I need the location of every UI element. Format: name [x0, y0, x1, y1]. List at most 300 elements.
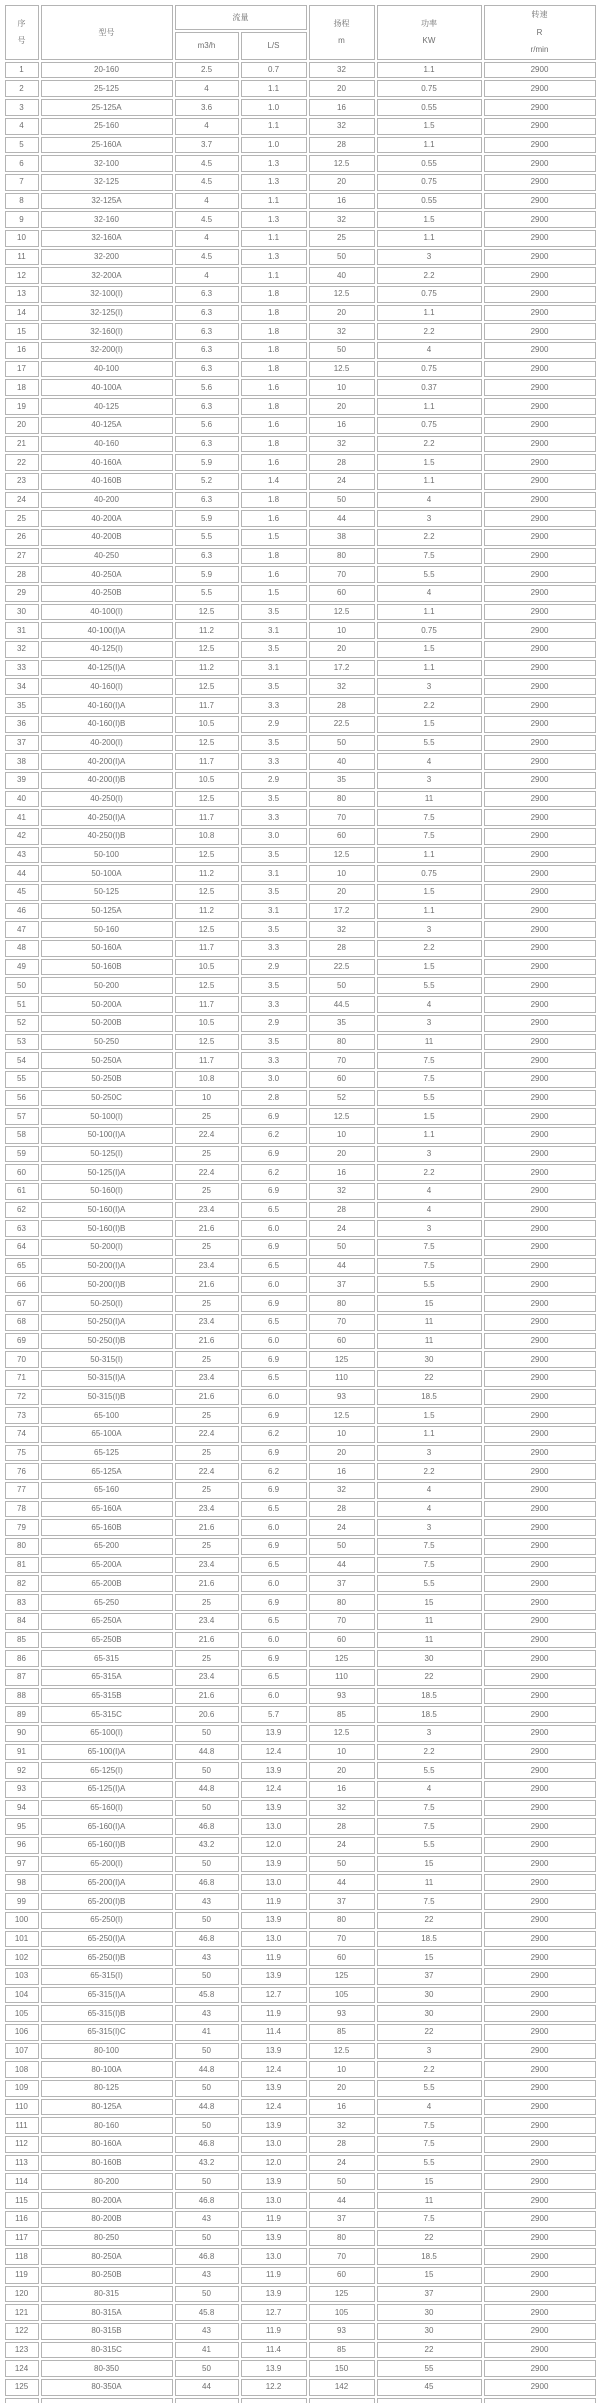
cell-power: 3: [377, 510, 482, 527]
cell-serial-number: 108: [5, 2061, 39, 2078]
table-row: [5, 417, 596, 434]
cell-head: 37: [309, 1893, 375, 1910]
cell-flow-ls: 1.5: [241, 585, 307, 602]
cell-power: 1.1: [377, 230, 482, 247]
cell-speed: 2900: [484, 379, 596, 396]
cell-power: 0.55: [377, 99, 482, 116]
cell-serial-number: 20: [5, 417, 39, 434]
cell-power: 2.2: [377, 940, 482, 957]
cell-head: 60: [309, 1333, 375, 1350]
table-row: [5, 716, 596, 733]
table-row: [5, 2136, 596, 2153]
cell-flow-m3h: 6.3: [175, 436, 239, 453]
cell-power: 2.2: [377, 267, 482, 284]
header-head: 扬程 m: [309, 5, 375, 60]
cell-model: 65-250(I): [41, 1912, 173, 1929]
cell-flow-m3h: 21.6: [175, 1519, 239, 1536]
cell-flow-m3h: 44.8: [175, 1781, 239, 1798]
table-row: [5, 1744, 596, 1761]
cell-flow-m3h: 22.4: [175, 1463, 239, 1480]
cell-speed: 2900: [484, 1987, 596, 2004]
cell-power: 0.37: [377, 379, 482, 396]
cell-serial-number: 49: [5, 959, 39, 976]
cell-flow-m3h: 6.3: [175, 323, 239, 340]
cell-flow-m3h: 41: [175, 2342, 239, 2359]
table-row: [5, 1650, 596, 1667]
cell-serial-number: 36: [5, 716, 39, 733]
cell-power: 1.1: [377, 847, 482, 864]
table-header: [5, 5, 596, 60]
cell-power: 45: [377, 2379, 482, 2396]
table-row: [5, 1501, 596, 1518]
cell-model: 80-315B: [41, 2323, 173, 2340]
cell-flow-m3h: 5.9: [175, 510, 239, 527]
cell-serial-number: 76: [5, 1463, 39, 1480]
cell-flow-m3h: 6.3: [175, 286, 239, 303]
cell-speed: 2900: [484, 828, 596, 845]
cell-speed: 2900: [484, 1519, 596, 1536]
cell-model: 80-350: [41, 2360, 173, 2377]
cell-flow-m3h: 23.4: [175, 1557, 239, 1574]
table-row: [5, 2192, 596, 2209]
table-row: [5, 1594, 596, 1611]
cell-model: 65-250: [41, 1594, 173, 1611]
cell-model: 40-250A: [41, 566, 173, 583]
cell-flow-ls: 11.9: [241, 2323, 307, 2340]
cell-model: 40-160(I)A: [41, 697, 173, 714]
cell-flow-m3h: 6.3: [175, 342, 239, 359]
cell-flow-m3h: 25: [175, 1351, 239, 1368]
cell-model: 65-250(I)B: [41, 1949, 173, 1966]
header-flow-group: 流量: [175, 5, 307, 30]
cell-power: 4: [377, 996, 482, 1013]
cell-head: 32: [309, 1482, 375, 1499]
cell-speed: 2900: [484, 2155, 596, 2172]
cell-flow-m3h: 11.7: [175, 940, 239, 957]
table-row: [5, 1856, 596, 1873]
cell-flow-ls: 3.5: [241, 1034, 307, 1051]
cell-power: 1.5: [377, 884, 482, 901]
header-flow-ls: L/S: [241, 32, 307, 59]
cell-serial-number: 62: [5, 1202, 39, 1219]
cell-model: 65-100: [41, 1407, 173, 1424]
table-row: [5, 1108, 596, 1125]
cell-speed: 2900: [484, 1501, 596, 1518]
cell-speed: 2900: [484, 772, 596, 789]
cell-serial-number: 18: [5, 379, 39, 396]
cell-model: 50-160(I): [41, 1183, 173, 1200]
cell-serial-number: 91: [5, 1744, 39, 1761]
cell-serial-number: 43: [5, 847, 39, 864]
cell-model: 65-250A: [41, 1613, 173, 1630]
cell-model: 40-250(I)B: [41, 828, 173, 845]
cell-serial-number: 79: [5, 1519, 39, 1536]
cell-head: 22.5: [309, 959, 375, 976]
cell-model: 50-200A: [41, 996, 173, 1013]
cell-speed: 2900: [484, 193, 596, 210]
cell-flow-m3h: 46.8: [175, 1818, 239, 1835]
cell-flow-ls: 6.9: [241, 1482, 307, 1499]
cell-speed: 2900: [484, 2230, 596, 2247]
cell-power: 7.5: [377, 1538, 482, 1555]
cell-model: 50-100(I)A: [41, 1127, 173, 1144]
table-row: [5, 193, 596, 210]
cell-power: 3: [377, 772, 482, 789]
table-row: [5, 1202, 596, 1219]
cell-model: 25-160A: [41, 137, 173, 154]
cell-power: 1.1: [377, 604, 482, 621]
cell-serial-number: 9: [5, 211, 39, 228]
table-row: [5, 1725, 596, 1742]
cell-speed: 2900: [484, 678, 596, 695]
table-row: [5, 436, 596, 453]
cell-speed: 2900: [484, 2211, 596, 2228]
table-row: [5, 2080, 596, 2097]
cell-flow-ls: 6.5: [241, 1258, 307, 1275]
cell-flow-m3h: 50: [175, 2117, 239, 2134]
cell-power: 5.5: [377, 1090, 482, 1107]
cell-head: 32: [309, 1183, 375, 1200]
cell-model: 40-100: [41, 361, 173, 378]
cell-serial-number: 26: [5, 529, 39, 546]
cell-serial-number: 52: [5, 1015, 39, 1032]
cell-flow-m3h: 21.6: [175, 1333, 239, 1350]
cell-flow-m3h: 12.5: [175, 1034, 239, 1051]
cell-flow-m3h: 3.7: [175, 137, 239, 154]
cell-model: 40-250(I): [41, 791, 173, 808]
cell-speed: 2900: [484, 305, 596, 322]
cell-speed: 2900: [484, 1314, 596, 1331]
cell-serial-number: 103: [5, 1968, 39, 1985]
table-row: [5, 959, 596, 976]
cell-flow-m3h: 12.5: [175, 884, 239, 901]
cell-flow-ls: 11.9: [241, 1893, 307, 1910]
cell-power: 15: [377, 1856, 482, 1873]
cell-power: 3: [377, 1445, 482, 1462]
cell-speed: 2900: [484, 622, 596, 639]
cell-flow-ls: 2.8: [241, 1090, 307, 1107]
table-row: [5, 791, 596, 808]
cell-model: 65-160A: [41, 1501, 173, 1518]
cell-head: 93: [309, 2323, 375, 2340]
cell-head: 12.5: [309, 1407, 375, 1424]
cell-flow-m3h: 50: [175, 1912, 239, 1929]
cell-speed: 2900: [484, 230, 596, 247]
cell-serial-number: 57: [5, 1108, 39, 1125]
cell-flow-m3h: 21.6: [175, 1389, 239, 1406]
cell-power: 2.2: [377, 323, 482, 340]
table-row: [5, 1127, 596, 1144]
cell-power: 18.5: [377, 1389, 482, 1406]
cell-model: 80-250: [41, 2230, 173, 2247]
cell-flow-ls: 1.8: [241, 305, 307, 322]
cell-serial-number: 60: [5, 1164, 39, 1181]
cell-speed: 2900: [484, 697, 596, 714]
table-row: [5, 1426, 596, 1443]
cell-model: 80-315C: [41, 2342, 173, 2359]
cell-model: 40-250: [41, 548, 173, 565]
cell-model: 40-100A: [41, 379, 173, 396]
cell-flow-ls: 6.9: [241, 1407, 307, 1424]
cell-head: 60: [309, 828, 375, 845]
cell-head: 20: [309, 398, 375, 415]
cell-serial-number: 14: [5, 305, 39, 322]
cell-serial-number: 2: [5, 80, 39, 97]
cell-serial-number: 35: [5, 697, 39, 714]
cell-serial-number: 105: [5, 2005, 39, 2022]
cell-speed: 2900: [484, 1258, 596, 1275]
cell-speed: 2900: [484, 977, 596, 994]
cell-flow-m3h: 10: [175, 1090, 239, 1107]
cell-head: 44.5: [309, 996, 375, 1013]
cell-flow-m3h: 43: [175, 1949, 239, 1966]
cell-power: 0.75: [377, 80, 482, 97]
cell-speed: 2900: [484, 174, 596, 191]
cell-power: 15: [377, 2267, 482, 2284]
cell-flow-m3h: 50: [175, 2080, 239, 2097]
cell-flow-m3h: 12.5: [175, 977, 239, 994]
cell-head: 110: [309, 1669, 375, 1686]
cell-flow-ls: 3.5: [241, 735, 307, 752]
cell-speed: 2900: [484, 2024, 596, 2041]
cell-model: 50-100A: [41, 865, 173, 882]
cell-power: 11: [377, 1632, 482, 1649]
cell-empty: [484, 2398, 596, 2403]
cell-power: 7.5: [377, 1052, 482, 1069]
cell-empty: [241, 2398, 307, 2403]
cell-power: 5.5: [377, 1575, 482, 1592]
cell-flow-ls: 12.2: [241, 2379, 307, 2396]
cell-model: 65-250B: [41, 1632, 173, 1649]
cell-model: 50-200: [41, 977, 173, 994]
cell-speed: 2900: [484, 1557, 596, 1574]
cell-flow-ls: 13.0: [241, 2248, 307, 2265]
cell-model: 40-250B: [41, 585, 173, 602]
table-row: [5, 1015, 596, 1032]
cell-flow-m3h: 21.6: [175, 1688, 239, 1705]
cell-speed: 2900: [484, 1090, 596, 1107]
table-row: [5, 1370, 596, 1387]
cell-head: 22.5: [309, 716, 375, 733]
cell-model: 40-160A: [41, 454, 173, 471]
table-row: [5, 1575, 596, 1592]
cell-head: 20: [309, 2080, 375, 2097]
cell-flow-ls: 6.5: [241, 1370, 307, 1387]
cell-flow-m3h: 4: [175, 230, 239, 247]
cell-flow-m3h: 12.5: [175, 641, 239, 658]
cell-model: 80-315: [41, 2286, 173, 2303]
cell-speed: 2900: [484, 2286, 596, 2303]
cell-model: 65-200(I)A: [41, 1874, 173, 1891]
cell-flow-ls: 13.9: [241, 2080, 307, 2097]
table-row: [5, 99, 596, 116]
cell-model: 65-200: [41, 1538, 173, 1555]
cell-speed: 2900: [484, 940, 596, 957]
cell-flow-ls: 6.9: [241, 1108, 307, 1125]
cell-model: 65-315B: [41, 1688, 173, 1705]
cell-serial-number: 68: [5, 1314, 39, 1331]
cell-flow-ls: 3.3: [241, 697, 307, 714]
cell-speed: 2900: [484, 1482, 596, 1499]
table-row: [5, 2286, 596, 2303]
cell-serial-number: 31: [5, 622, 39, 639]
table-row: [5, 379, 596, 396]
cell-flow-ls: 13.9: [241, 1856, 307, 1873]
cell-serial-number: 46: [5, 903, 39, 920]
cell-head: 125: [309, 2286, 375, 2303]
cell-model: 32-100(I): [41, 286, 173, 303]
cell-flow-ls: 1.6: [241, 379, 307, 396]
cell-serial-number: 65: [5, 1258, 39, 1275]
cell-flow-ls: 1.6: [241, 566, 307, 583]
cell-head: 85: [309, 1706, 375, 1723]
table-row: [5, 361, 596, 378]
cell-power: 4: [377, 342, 482, 359]
cell-flow-m3h: 22.4: [175, 1426, 239, 1443]
cell-model: 50-125(I)A: [41, 1164, 173, 1181]
cell-flow-ls: 11.9: [241, 2267, 307, 2284]
cell-serial-number: 45: [5, 884, 39, 901]
cell-head: 32: [309, 921, 375, 938]
cell-model: 80-200: [41, 2173, 173, 2190]
cell-serial-number: 69: [5, 1333, 39, 1350]
cell-speed: 2900: [484, 80, 596, 97]
cell-power: 5.5: [377, 2155, 482, 2172]
cell-flow-ls: 1.4: [241, 473, 307, 490]
cell-flow-m3h: 23.4: [175, 1314, 239, 1331]
cell-head: 24: [309, 473, 375, 490]
table-row: [5, 2379, 596, 2396]
cell-serial-number: 27: [5, 548, 39, 565]
cell-power: 22: [377, 1669, 482, 1686]
table-row: [5, 1220, 596, 1237]
table-row: [5, 2061, 596, 2078]
cell-flow-m3h: 46.8: [175, 2136, 239, 2153]
cell-serial-number: 58: [5, 1127, 39, 1144]
cell-serial-number: 25: [5, 510, 39, 527]
cell-power: 2.2: [377, 1463, 482, 1480]
cell-head: 16: [309, 193, 375, 210]
cell-empty: [309, 2398, 375, 2403]
cell-flow-ls: 6.5: [241, 1202, 307, 1219]
cell-empty: [175, 2398, 239, 2403]
cell-model: 65-125(I)A: [41, 1781, 173, 1798]
table-row: [5, 1258, 596, 1275]
cell-power: 3: [377, 2043, 482, 2060]
cell-flow-ls: 6.0: [241, 1632, 307, 1649]
cell-flow-ls: 1.1: [241, 193, 307, 210]
cell-model: 65-100(I): [41, 1725, 173, 1742]
cell-serial-number: 95: [5, 1818, 39, 1835]
cell-serial-number: 48: [5, 940, 39, 957]
table-row: [5, 1239, 596, 1256]
table-row: [5, 1931, 596, 1948]
cell-model: 50-200(I)A: [41, 1258, 173, 1275]
cell-speed: 2900: [484, 1333, 596, 1350]
table-row: [5, 1968, 596, 1985]
table-row: [5, 249, 596, 266]
cell-speed: 2900: [484, 1893, 596, 1910]
cell-serial-number: 63: [5, 1220, 39, 1237]
table-row: [5, 2005, 596, 2022]
cell-power: 55: [377, 2360, 482, 2377]
cell-flow-m3h: 2.5: [175, 62, 239, 79]
cell-model: 40-125(I)A: [41, 660, 173, 677]
cell-head: 50: [309, 492, 375, 509]
table-row: [5, 1818, 596, 1835]
table-row: [5, 678, 596, 695]
cell-flow-m3h: 44.8: [175, 2061, 239, 2078]
cell-power: 1.5: [377, 1108, 482, 1125]
cell-model: 65-200A: [41, 1557, 173, 1574]
cell-flow-ls: 12.0: [241, 2155, 307, 2172]
cell-flow-m3h: 25: [175, 1650, 239, 1667]
cell-power: 15: [377, 1594, 482, 1611]
cell-flow-ls: 6.9: [241, 1538, 307, 1555]
cell-head: 12.5: [309, 1108, 375, 1125]
cell-model: 80-200B: [41, 2211, 173, 2228]
cell-head: 50: [309, 249, 375, 266]
cell-head: 12.5: [309, 361, 375, 378]
cell-flow-ls: 13.9: [241, 2286, 307, 2303]
cell-speed: 2900: [484, 2267, 596, 2284]
cell-power: 15: [377, 1949, 482, 1966]
cell-power: 0.75: [377, 417, 482, 434]
cell-head: 93: [309, 1389, 375, 1406]
cell-flow-ls: 1.8: [241, 342, 307, 359]
cell-power: 18.5: [377, 1931, 482, 1948]
cell-head: 38: [309, 529, 375, 546]
cell-speed: 2900: [484, 1818, 596, 1835]
cell-speed: 2900: [484, 1071, 596, 1088]
table-row: [5, 1389, 596, 1406]
cell-flow-m3h: 5.9: [175, 566, 239, 583]
cell-flow-m3h: 6.3: [175, 305, 239, 322]
cell-speed: 2900: [484, 2323, 596, 2340]
cell-serial-number: 85: [5, 1632, 39, 1649]
table-row: [5, 323, 596, 340]
cell-head: 44: [309, 2192, 375, 2209]
table-row: [5, 155, 596, 172]
cell-serial-number: 67: [5, 1295, 39, 1312]
cell-model: 40-100(I)A: [41, 622, 173, 639]
cell-flow-ls: 3.5: [241, 604, 307, 621]
cell-speed: 2900: [484, 2304, 596, 2321]
cell-serial-number: 1: [5, 62, 39, 79]
cell-flow-m3h: 11.2: [175, 660, 239, 677]
cell-head: 93: [309, 2005, 375, 2022]
cell-flow-ls: 2.9: [241, 1015, 307, 1032]
cell-speed: 2900: [484, 1613, 596, 1630]
cell-model: 50-125: [41, 884, 173, 901]
cell-flow-ls: 6.0: [241, 1276, 307, 1293]
cell-power: 5.5: [377, 735, 482, 752]
cell-power: 37: [377, 1968, 482, 1985]
cell-flow-ls: 1.3: [241, 249, 307, 266]
cell-power: 3: [377, 249, 482, 266]
header-speed: 转速 R r/min: [484, 5, 596, 60]
cell-model: 65-160B: [41, 1519, 173, 1536]
cell-serial-number: 81: [5, 1557, 39, 1574]
cell-speed: 2900: [484, 2360, 596, 2377]
cell-speed: 2900: [484, 2043, 596, 2060]
cell-flow-m3h: 50: [175, 2230, 239, 2247]
table-row: [5, 566, 596, 583]
cell-speed: 2900: [484, 2005, 596, 2022]
cell-flow-m3h: 11.7: [175, 996, 239, 1013]
cell-speed: 2900: [484, 2061, 596, 2078]
table-row: [5, 2230, 596, 2247]
